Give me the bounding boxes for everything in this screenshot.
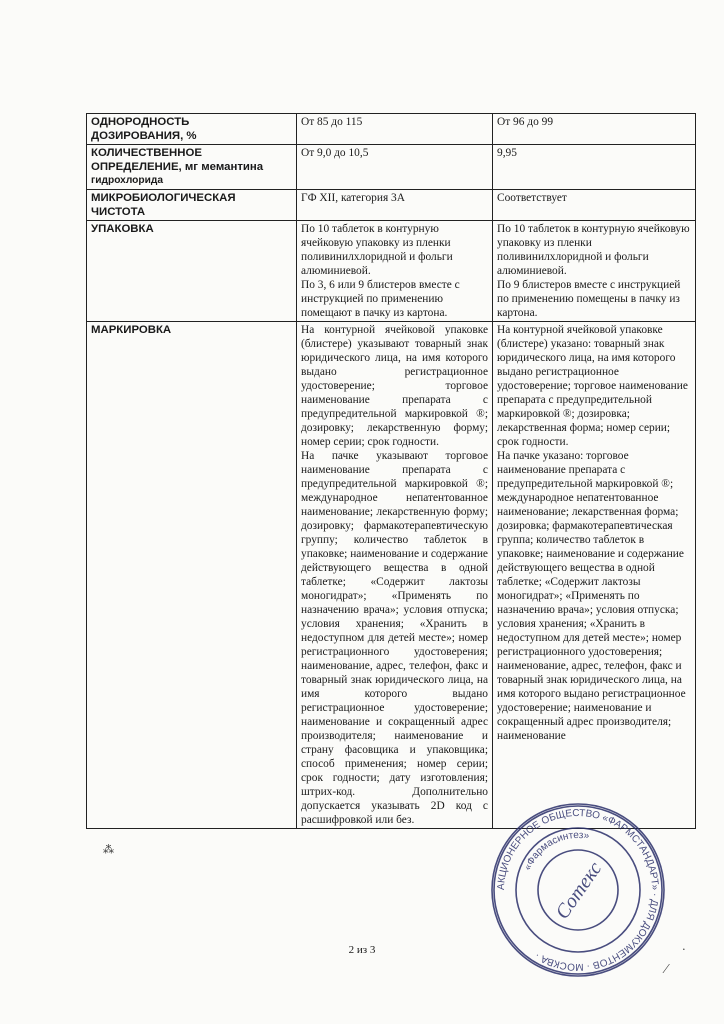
label-micro-line2: ЧИСТОТА [91, 206, 146, 218]
label-uniformity-line1: ОДНОРОДНОСТЬ [91, 116, 190, 128]
row-assay [87, 145, 696, 190]
row-uniformity [87, 114, 696, 145]
result-uniformity: От 96 до 99 [493, 114, 696, 145]
norm-packaging [297, 221, 493, 322]
result-labeling-p2: На пачке указано: торговое наименование препарата с предупредительной маркировкой ®; международное непатентованное наименование; лекарственная форма; дозировка; фармакотерапевтическая группа; количество таблеток в упаковке; наименование и содержание действующего вещества в одной таблетке; «Содержит лактозы моногидрат»; «Применять по назначению врача»; условия отпуска; условия хранения; «Хранить в недоступном для детей месте»; номер регистрационного удостоверения; наименование, адрес, телефон, факс и товарный знак юридического лица, на имя которого выдано регистрационное удостоверение; наименование и сокращенный адрес производителя; наименование [497, 450, 686, 742]
row-packaging [87, 221, 696, 322]
label-assay-line3: гидрохлорида [91, 175, 164, 186]
label-uniformity-line2: ДОЗИРОВАНИЯ, % [91, 130, 197, 142]
label-micro [87, 190, 297, 221]
scan-mark: ⁄ [665, 962, 668, 977]
seal-inner-textpath: «Фармасинтез» [522, 829, 590, 873]
result-labeling-p1: На контурной ячейковой упаковке (блистере) указано: товарный знак юридического лица, на имя которого выдано регистрационное удостоверение; торговое наименование препарата с предупредительной маркировкой ®; дозировка; лекарственная форма; номер серии; срок годности. [497, 324, 688, 448]
label-assay-line1: КОЛИЧЕСТВЕННОЕ [91, 147, 202, 159]
label-micro-line1: МИКРОБИОЛОГИЧЕСКАЯ [91, 192, 236, 204]
result-packaging-p2: По 9 блистеров вместе с инструкцией по применению помещены в пачку из картона. [497, 279, 681, 319]
norm-packaging-p1: По 10 таблеток в контурную ячейковую упаковку из пленки поливинилхлоридной и фольги алюминиевой. [301, 223, 453, 277]
label-assay [87, 145, 297, 190]
seal-center-text: Сотекс [551, 857, 607, 924]
label-packaging: УПАКОВКА [87, 221, 297, 322]
norm-uniformity: От 85 до 115 [297, 114, 493, 145]
norm-labeling-p1: На контурной ячейковой упаковке (блистере) указывают товарный знак юридического лица, на имя которого выдано регистрационное удостоверение; торговое наименование препарата с предупредительной маркировкой ®; дозировку; лекарственную форму; номер серии; срок годности. [301, 324, 488, 448]
norm-labeling-p2: На пачке указывают торговое наименование препарата с предупредительной маркировкой ®; международное непатентованное наименование; лекарственную форму; дозировку; фармакотерапевтическую группу; количество таблеток в упаковке; наименование и содержание действующего вещества в одной таблетке; «Содержит лактозы моногидрат»; «Применять по назначению врача»; условия отпуска; условия хранения; «Хранить в недоступном для детей месте»; номер регистрационного удостоверения; наименование, адрес, телефон, факс и товарный знак юридического лица, на имя которого выдано регистрационное удостоверение; наименование и сокращенный адрес производителя; наименование и страну фасовщика и упаковщика; способ применения; номер серии; срок годности; дату изготовления; штрих-код. Дополнительно допускается указывать 2D код с расшифровкой или без. [301, 450, 488, 826]
result-assay: 9,95 [493, 145, 696, 190]
norm-labeling [297, 322, 493, 829]
result-micro: Соответствует [493, 190, 696, 221]
spec-table [86, 113, 696, 829]
label-uniformity [87, 114, 297, 145]
scan-mark: ⁂ [103, 844, 114, 856]
norm-assay: От 9,0 до 10,5 [297, 145, 493, 190]
result-labeling [493, 322, 696, 829]
row-micro [87, 190, 696, 221]
label-assay-line2: ОПРЕДЕЛЕНИЕ, мг мемантина [91, 161, 264, 173]
norm-packaging-p2: По 3, 6 или 9 блистеров вместе с инструкцией по применению помещают в пачку из картона. [301, 279, 460, 319]
result-packaging-p1: По 10 таблеток в контурную ячейковую упаковку из пленки поливинилхлоридной и фольги алюминиевой. [497, 223, 690, 277]
scan-mark: ․ [682, 941, 686, 953]
result-packaging [493, 221, 696, 322]
page-number: 2 из 3 [348, 944, 376, 956]
norm-micro: ГФ XII, категория 3А [297, 190, 493, 221]
label-labeling: МАРКИРОВКА [87, 322, 297, 829]
seal-outer-textpath: АКЦИОНЕРНОЕ ОБЩЕСТВО «ФАРМСТАНДАРТ» · ДЛЯ ДОКУМЕНТОВ · МОСКВА · [495, 807, 661, 973]
seal-inner-text [522, 830, 590, 872]
row-labeling [87, 322, 696, 829]
